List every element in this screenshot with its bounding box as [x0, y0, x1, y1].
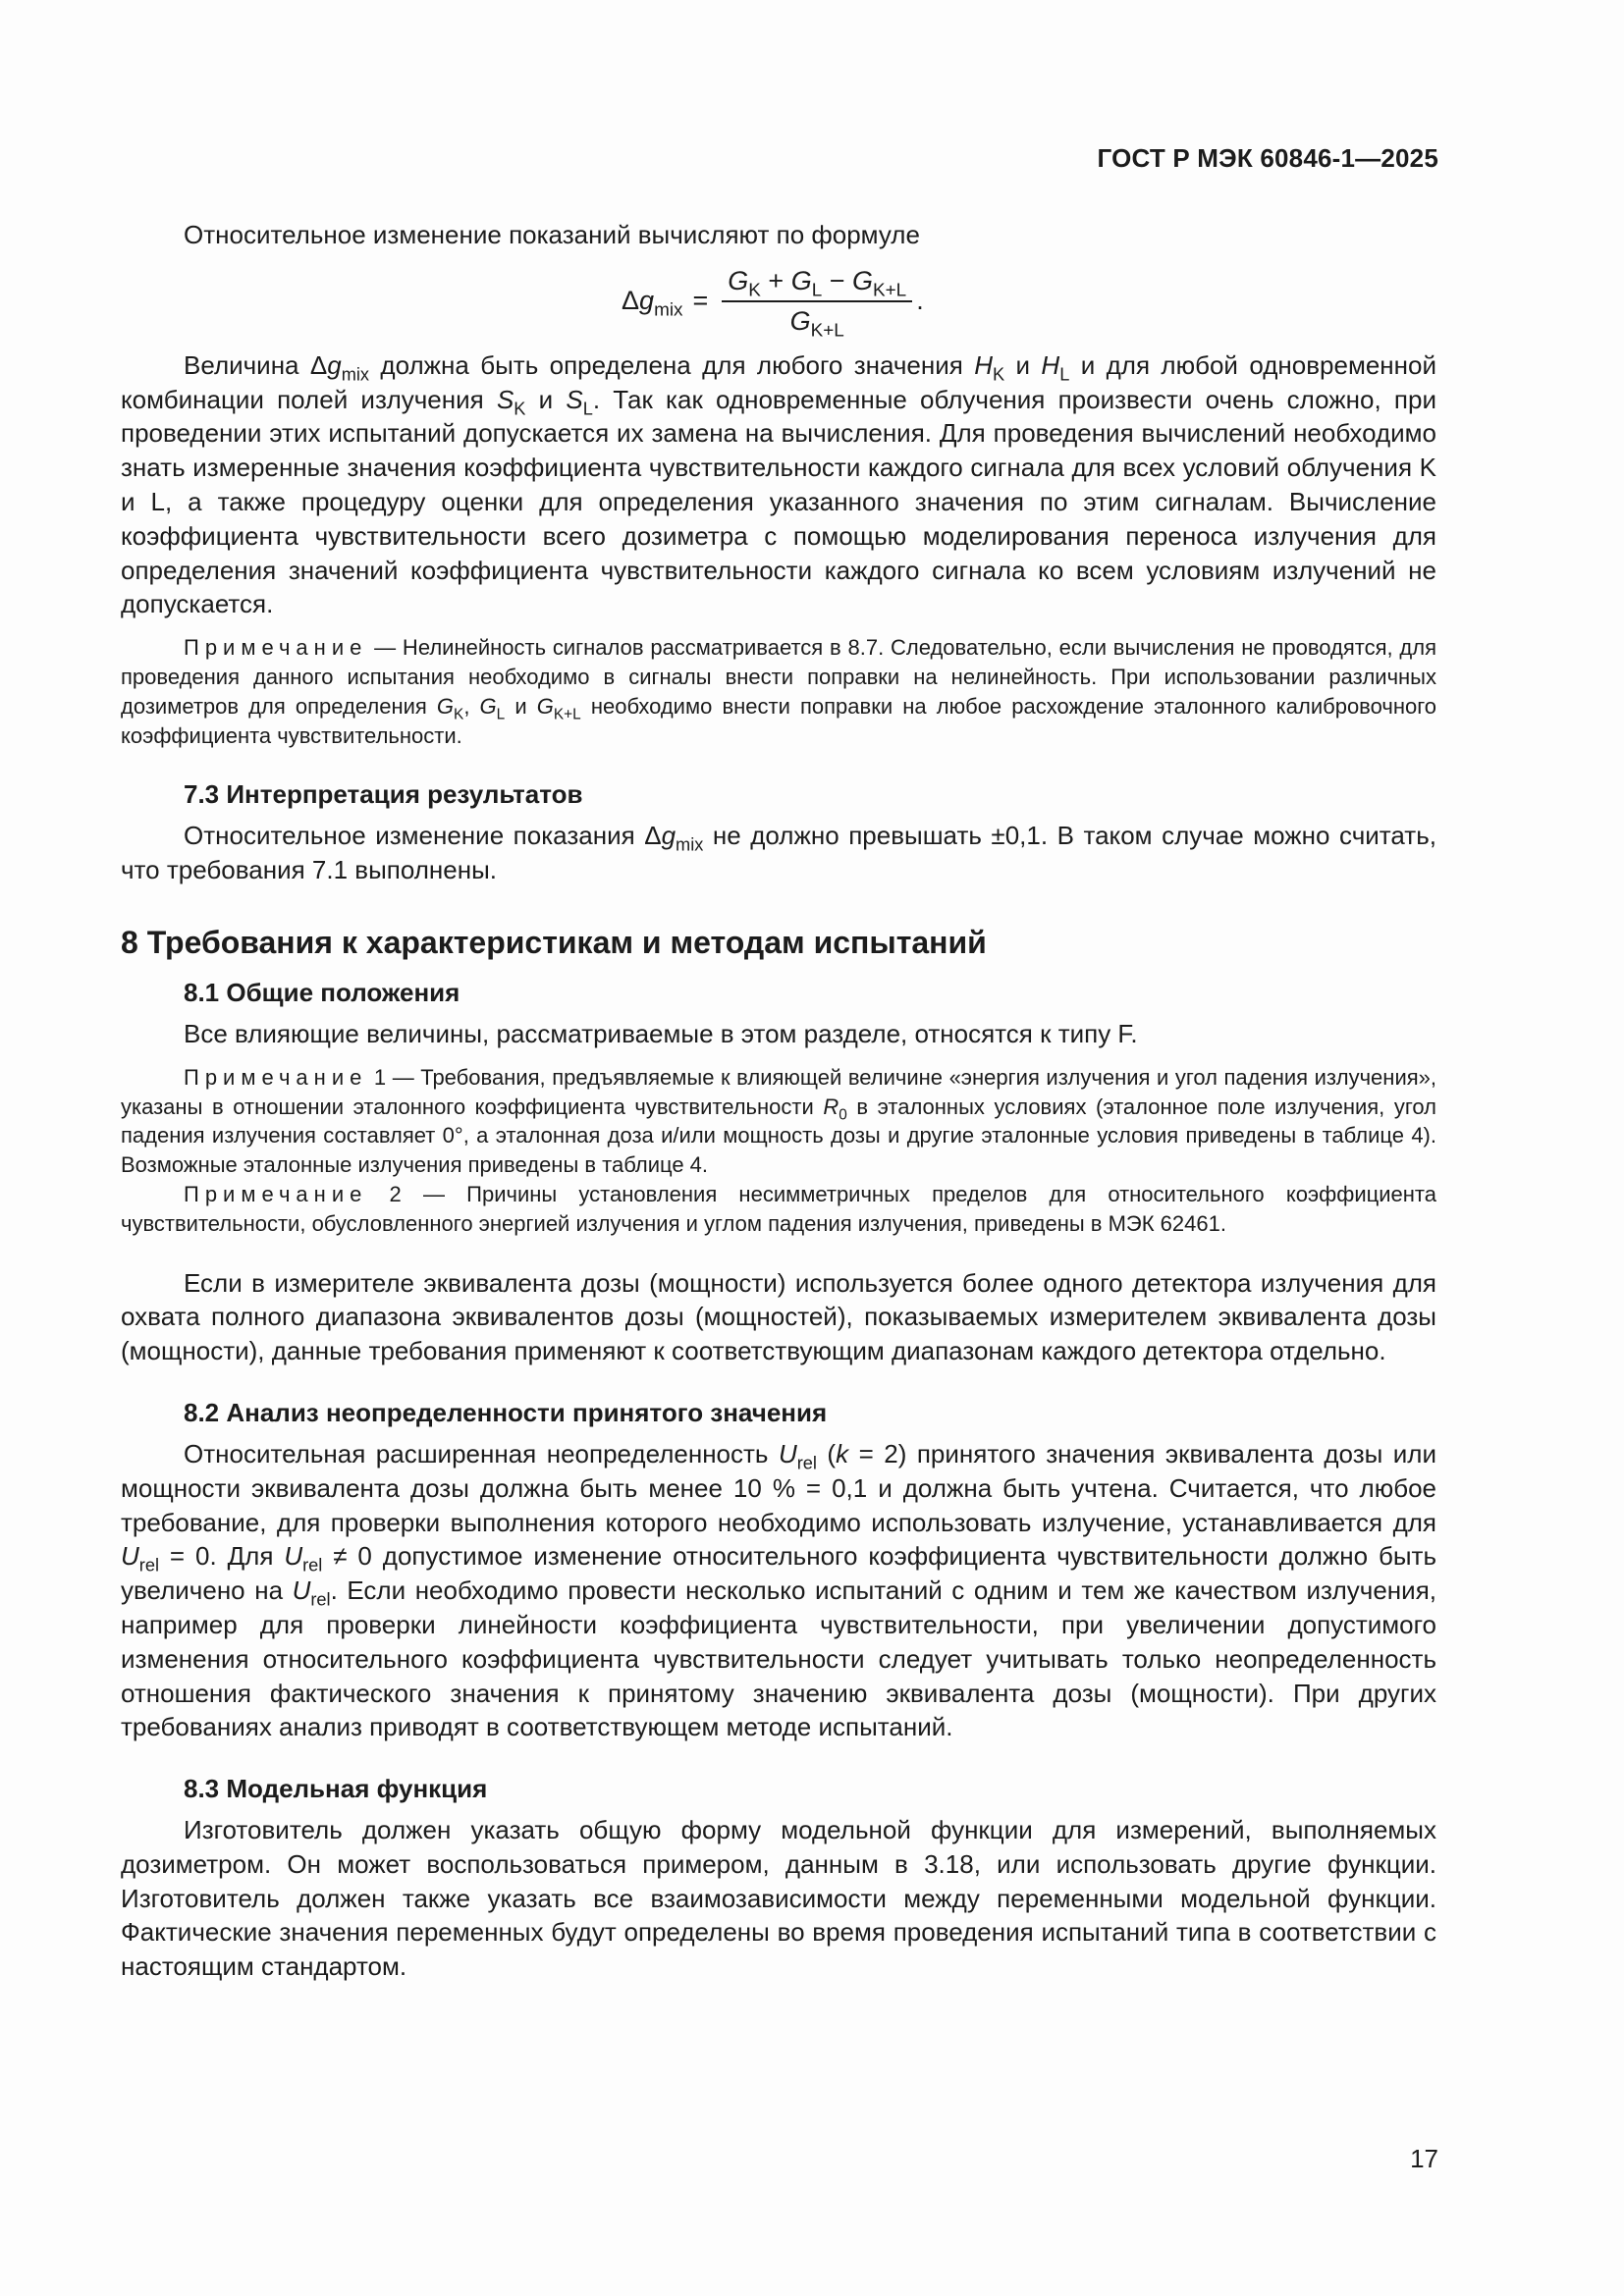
note-8-1-2: Примечание 2 — Причины установления несимметричных пределов для относительного коэффициента чувствительности, обусловленного энергией излучения и углом падения излучения, приведены в МЭК 62461.	[121, 1181, 1436, 1236]
formula-fraction	[722, 265, 912, 342]
delta-g-mix-formula	[622, 265, 924, 342]
formula-denominator: $G_{K+L}$	[789, 305, 844, 342]
paragraph-delta-g-mix: Величина $\Delta g_{mix}$ должна быть определена для любого значения $H_K$ и $H_L$ и для любой одновременной комбинации полей излучения $S_K$ и $S_L$. Так как одновременные облучения произвести очень сложно, при проведении этих испытаний допускается их замена на вычисления. Для проведения вычислений необходимо знать измеренные значения коэффициента чувствительности каждого сигнала для всех условий облучения K и L, а также процедуру оценки для определения указанного значения по этим сигналам. Вычисление коэффициента чувствительности всего дозиметра с помощью моделирования переноса излучения для определения значений коэффициента чувствительности каждого сигнала ко всем условиям излучений не допускается.	[121, 349, 1436, 619]
note-nonlinearity: Примечание — Нелинейность сигналов рассматривается в 8.7. Следовательно, если вычисления не проводятся, для проведения данного испытания необходимо в сигналы внести поправки на нелинейность. При использовании различных дозиметров для определения $G_K$, $G_L$ и $G_{K+L}$ необходимо внести поправки на любое расхождение эталонного калибровочного коэффициента чувствительности.	[121, 635, 1436, 748]
section-8-2-heading: 8.2 Анализ неопределенности принятого значения	[184, 1397, 828, 1427]
note-8-1-1: Примечание 1 — Требования, предъявляемые к влияющей величине «энергия излучения и угол падения излучения», указаны в отношении эталонного коэффициента чувствительности $R_0$ в эталонных условиях (эталонное поле излучения, угол падения излучения составляет 0°, а эталонная доза и/или мощность дозы и другие эталонные условия приведены в таблице 4). Возможные эталонные излучения приведены в таблице 4.	[121, 1064, 1436, 1178]
page-body	[121, 218, 1436, 1984]
section-8-1-heading: 8.1 Общие положения	[184, 977, 460, 1007]
page-number: 17	[1410, 2144, 1438, 2173]
section-8-heading: 8 Требования к характеристикам и методам испытаний	[121, 924, 987, 960]
document-id-header: ГОСТ Р МЭК 60846-1—2025	[1097, 143, 1438, 173]
formula-equals: =	[692, 286, 709, 316]
section-8-1-detectors-text: Если в измерителе эквивалента дозы (мощности) используется более одного детектора излучения для охвата полного диапазона эквивалентов дозы (мощностей), показываемых измерителем эквивалента дозы (мощности), данные требования применяют к соответствующим диапазонам каждого детектора отдельно.	[121, 1267, 1436, 1366]
section-8-1-text: Все влияющие величины, рассматриваемые в этом разделе, относятся к типу F.	[184, 1018, 1138, 1048]
formula-block	[121, 252, 1436, 348]
section-8-3-text: Изготовитель должен указать общую форму модельной функции для измерений, выполняемых дозиметром. Он может воспользоваться примером, данным в 3.18, или использовать другие функции. Изготовитель должен также указать все взаимозависимости между переменными модельной функции. Фактические значения переменных будут определены во время проведения испытаний типа в соответствии с настоящим стандартом.	[121, 1815, 1436, 1982]
formula-numerator: $G_K + G_L - G_{K+L}$	[722, 266, 912, 302]
section-7-3-text: Относительное изменение показания $\Delta g_{mix}$ не должно превышать ±0,1. В таком случае можно считать, что требования 7.1 выполнены.	[121, 821, 1436, 885]
section-8-3-heading: 8.3 Модельная функция	[184, 1774, 488, 1804]
section-8-2-text: Относительная расширенная неопределенность $U_{rel}$ (k = 2) принятого значения эквивалента дозы или мощности эквивалента дозы должна быть менее 10 % = 0,1 и должна быть учтена. Считается, что любое требование, для проверки выполнения которого необходимо использовать излучение, устанавливается для $U_{rel} = 0$. Для $U_{rel} \ne 0$ допустимое изменение относительного коэффициента чувствительности должно быть увеличено на $U_{rel}$. Если необходимо провести несколько испытаний с одним и тем же качеством излучения, например для проверки линейности коэффициента чувствительности, при увеличении допустимого изменения относительного коэффициента чувствительности следует учитывать только неопределенность отношения фактического значения к принятому значению эквивалента дозы (мощности). При других требованиях анализ приводят в соответствующем методе испытаний.	[121, 1438, 1437, 1742]
formula-end: .	[916, 286, 924, 316]
section-7-3-heading: 7.3 Интерпретация результатов	[184, 779, 583, 810]
formula-intro: Относительное изменение показаний вычисляют по формуле	[184, 220, 920, 249]
formula-lhs: $\Delta g_{mix}$	[622, 286, 683, 321]
